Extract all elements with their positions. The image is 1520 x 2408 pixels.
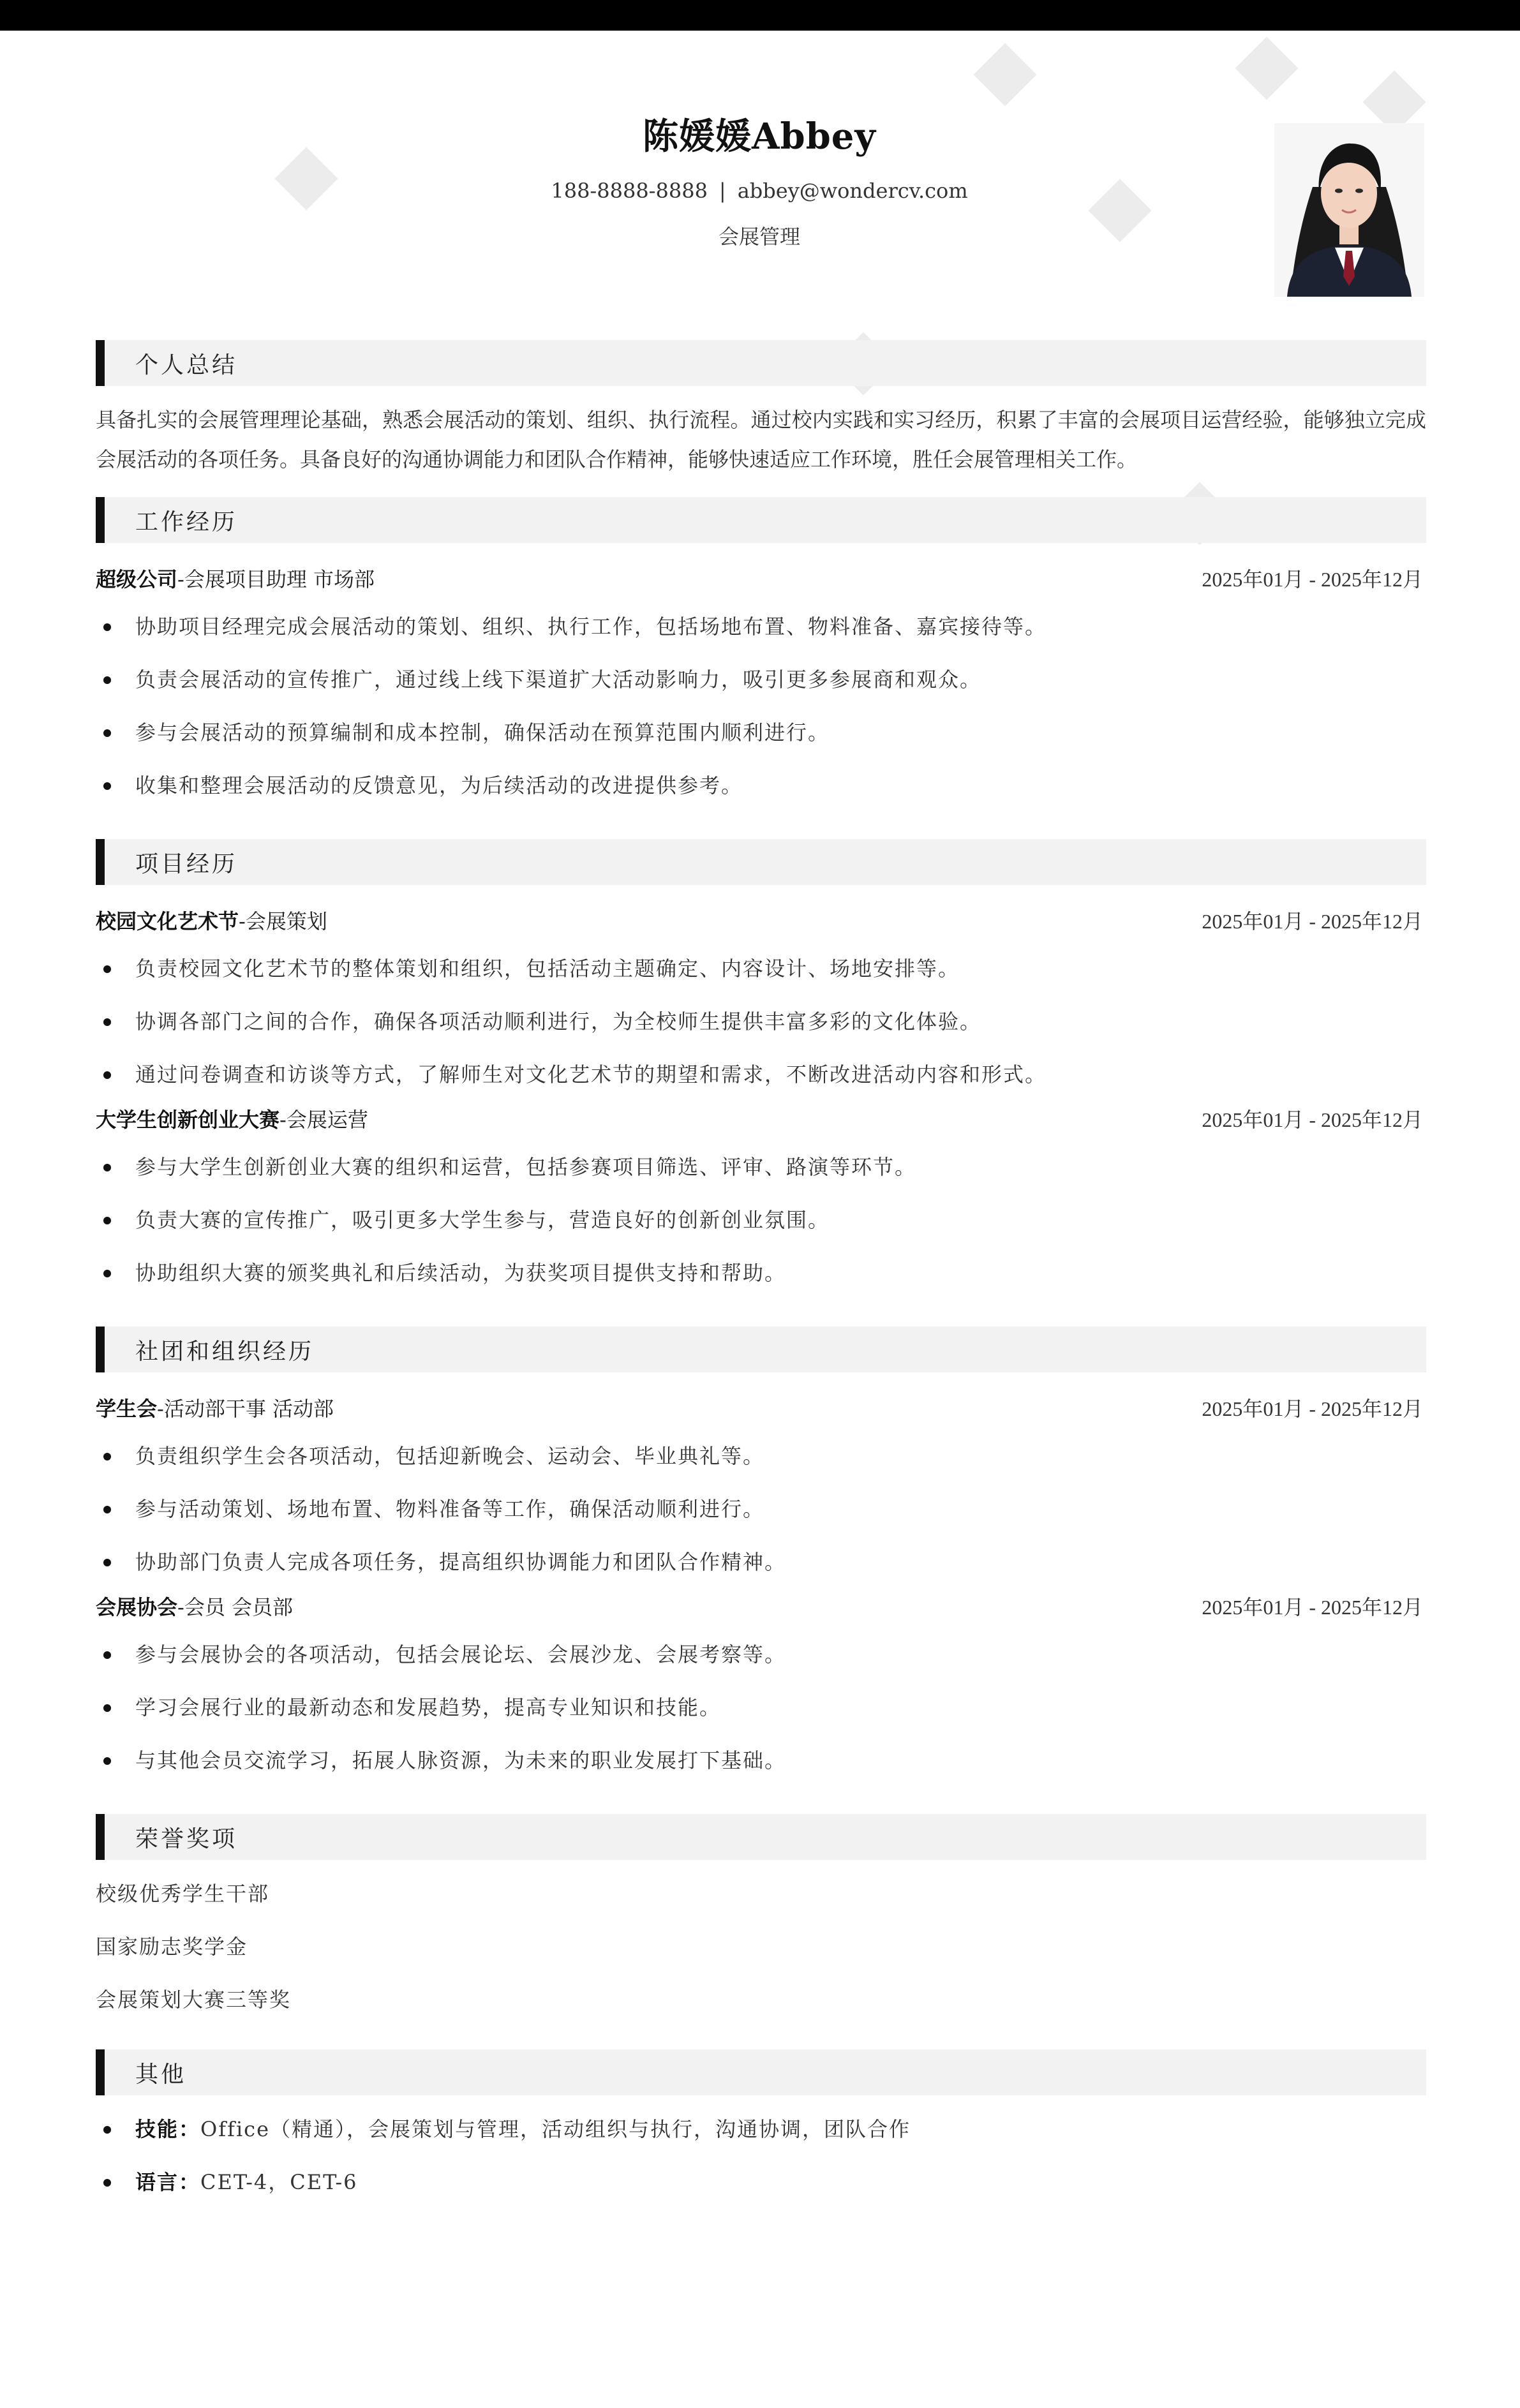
item-value: Office（精通），会展策划与管理，活动组织与执行，沟通协调，团队合作 — [200, 2117, 911, 2141]
bullet-item: 参与会展协会的各项活动，包括会展论坛、会展沙龙、会展考察等。 — [96, 1628, 1426, 1681]
entry-role: -会展项目助理 市场部 — [177, 567, 375, 591]
item-value: CET-4，CET-6 — [200, 2170, 358, 2194]
candidate-name: 陈媛媛Abbey — [643, 115, 876, 158]
entry-role: -会展运营 — [279, 1108, 368, 1132]
honor-item: 校级优秀学生干部 — [96, 1882, 270, 1906]
resume-header — [96, 108, 1423, 250]
entry-title — [96, 905, 327, 935]
bullet-list — [96, 1628, 1426, 1787]
section-title: 工作经历 — [135, 509, 238, 535]
entry-header — [96, 563, 1426, 593]
section-header-summary — [96, 340, 1426, 386]
bullet-item: 收集和整理会展活动的反馈意见，为后续活动的改进提供参考。 — [96, 759, 1426, 812]
bullet-item: 负责校园文化艺术节的整体策划和组织，包括活动主题确定、内容设计、场地安排等。 — [96, 942, 1426, 995]
entry-header — [96, 905, 1426, 935]
entry-role: -会展策划 — [239, 909, 327, 933]
bullet-item: 协调各部门之间的合作，确保各项活动顺利进行，为全校师生提供丰富多彩的文化体验。 — [96, 995, 1426, 1048]
section-title: 荣誉奖项 — [135, 1825, 238, 1852]
watermark-diamond — [1235, 37, 1299, 100]
entry-org: 学生会 — [96, 1397, 158, 1421]
project-entry — [96, 1104, 1426, 1300]
section-header-other — [96, 2049, 1426, 2095]
bullet-item: 通过问卷调查和访谈等方式，了解师生对文化艺术节的期望和需求，不断改进活动内容和形式。 — [96, 1048, 1426, 1101]
section-header-work — [96, 497, 1426, 543]
bullet-item: 负责大赛的宣传推广，吸引更多大学生参与，营造良好的创新创业氛围。 — [96, 1194, 1426, 1247]
bullet-item: 负责组织学生会各项活动，包括迎新晚会、运动会、毕业典礼等。 — [96, 1430, 1426, 1483]
bullet-item: 参与活动策划、场地布置、物料准备等工作，确保活动顺利进行。 — [96, 1483, 1426, 1536]
entry-header — [96, 1591, 1426, 1621]
entry-title — [96, 563, 375, 593]
contact-separator: | — [719, 179, 726, 203]
project-entry — [96, 905, 1426, 1101]
entry-date: 2025年01月 - 2025年12月 — [1202, 1596, 1423, 1619]
section-header-clubs — [96, 1327, 1426, 1372]
entry-header — [96, 1104, 1426, 1133]
contact-line — [96, 179, 1423, 203]
bullet-list — [96, 600, 1426, 812]
language-item — [96, 2156, 1426, 2209]
other-list — [96, 2103, 1426, 2209]
bullet-item: 参与会展活动的预算编制和成本控制，确保活动在预算范围内顺利进行。 — [96, 706, 1426, 759]
club-entry — [96, 1393, 1426, 1589]
entry-org: 会展协会 — [96, 1595, 178, 1619]
bullet-list — [96, 1141, 1426, 1300]
club-entry — [96, 1591, 1426, 1787]
section-header-projects — [96, 839, 1426, 885]
work-entry — [96, 563, 1426, 812]
profile-photo — [1274, 123, 1424, 297]
skills-item — [96, 2103, 1426, 2156]
entry-role: -会员 会员部 — [177, 1595, 294, 1619]
entry-org: 校园文化艺术节 — [96, 909, 239, 933]
bullet-list — [96, 1430, 1426, 1589]
bullet-list — [96, 942, 1426, 1101]
entry-title — [96, 1591, 293, 1621]
bullet-item: 学习会展行业的最新动态和发展趋势，提高专业知识和技能。 — [96, 1681, 1426, 1734]
portrait-image — [1274, 123, 1424, 297]
entry-title — [96, 1104, 368, 1133]
bullet-item: 参与大学生创新创业大赛的组织和运营，包括参赛项目筛选、评审、路演等环节。 — [96, 1141, 1426, 1194]
section-title: 个人总结 — [135, 352, 238, 378]
job-target: 会展管理 — [718, 225, 800, 249]
honors-list — [96, 1868, 1426, 2026]
entry-header — [96, 1393, 1426, 1422]
honor-item: 会展策划大赛三等奖 — [96, 1988, 292, 2012]
bullet-item: 协助组织大赛的颁奖典礼和后续活动，为获奖项目提供支持和帮助。 — [96, 1247, 1426, 1300]
section-title: 其他 — [135, 2061, 187, 2088]
entry-org: 大学生创新创业大赛 — [96, 1108, 280, 1132]
summary-text: 具备扎实的会展管理理论基础，熟悉会展活动的策划、组织、执行流程。通过校内实践和实习经历，积累了丰富的会展项目运营经验，能够独立完成会展活动的各项任务。具备良好的沟通协调能力和团队合作精神，能够快速适应工作环境，胜任会展管理相关工作。 — [96, 408, 1426, 472]
entry-org: 超级公司 — [96, 567, 178, 591]
honor-item: 国家励志奖学金 — [96, 1935, 248, 1959]
item-label: 语言： — [135, 2170, 201, 2194]
bullet-item: 与其他会员交流学习，拓展人脉资源，为未来的职业发展打下基础。 — [96, 1734, 1426, 1787]
item-label: 技能： — [135, 2117, 201, 2141]
entry-role: -活动部干事 活动部 — [157, 1397, 334, 1421]
phone: 188-8888-8888 — [551, 179, 708, 203]
entry-date: 2025年01月 - 2025年12月 — [1202, 568, 1423, 591]
entry-title — [96, 1393, 334, 1422]
section-header-honors — [96, 1814, 1426, 1860]
entry-date: 2025年01月 - 2025年12月 — [1202, 910, 1423, 933]
resume-body — [96, 340, 1426, 2209]
entry-date: 2025年01月 - 2025年12月 — [1202, 1397, 1423, 1420]
entry-date: 2025年01月 - 2025年12月 — [1202, 1108, 1423, 1131]
top-bar — [0, 0, 1520, 31]
bullet-item: 协助部门负责人完成各项任务，提高组织协调能力和团队合作精神。 — [96, 1536, 1426, 1589]
section-title: 项目经历 — [135, 851, 238, 877]
bullet-item: 负责会展活动的宣传推广，通过线上线下渠道扩大活动影响力，吸引更多参展商和观众。 — [96, 653, 1426, 706]
section-title: 社团和组织经历 — [135, 1338, 315, 1365]
email: abbey@wondercv.com — [737, 179, 968, 203]
watermark-diamond — [974, 43, 1037, 107]
bullet-item: 协助项目经理完成会展活动的策划、组织、执行工作，包括场地布置、物料准备、嘉宾接待等。 — [96, 600, 1426, 653]
